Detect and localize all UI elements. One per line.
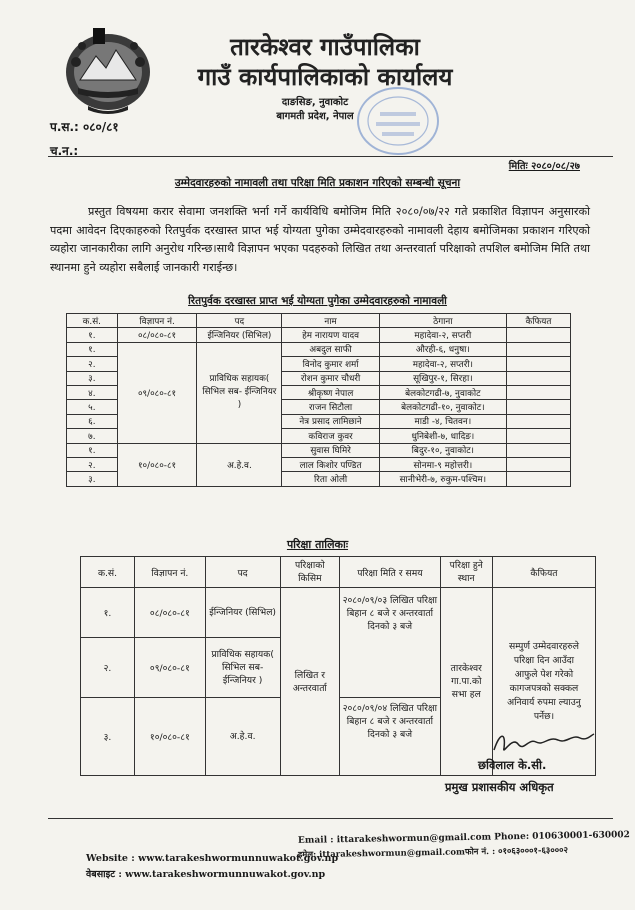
col-schedule: परिक्षा मिति र समय	[340, 557, 441, 588]
signatory-title: प्रमुख प्रशासकीय अधिकृत	[445, 780, 554, 794]
cell-name: लाल किशोर पण्डित	[282, 457, 380, 471]
cell-sn: ७.	[67, 429, 118, 443]
cell-sn: ३.	[67, 371, 118, 385]
col-post: पद	[205, 557, 280, 588]
cell-sn: २.	[67, 357, 118, 371]
cell-venue: तारकेश्वर गा.पा.को सभा हल	[440, 588, 492, 776]
col-venue: परिक्षा हुने स्थान	[440, 557, 492, 588]
cell-exam-type: लिखित र अन्तरवार्ता	[280, 588, 340, 776]
footer-divider	[48, 818, 613, 819]
cell-sn: ३.	[67, 472, 118, 486]
col-name: नाम	[282, 314, 380, 328]
cell-address: माडी -४, चितवन।	[379, 414, 506, 428]
office-stamp-icon	[352, 82, 444, 160]
cell-ad-no: १०/०८०-८१	[117, 443, 197, 486]
col-sn: क.सं.	[67, 314, 118, 328]
cell-schedule-1: २०८०/०९/०३ लिखित परिक्षा बिहान ८ बजे र अन्तरवार्ता दिनको ३ बजे	[340, 588, 441, 698]
table-header-row	[81, 557, 596, 588]
cell-address: बिदुर-१०, नुवाकोट।	[379, 443, 506, 457]
cell-remarks	[506, 385, 570, 399]
table-row	[67, 443, 571, 457]
candidate-list-title: रितपुर्वक दरखास्त प्राप्त भई योग्यता पुगेका उम्मेदवारहरुको नामावली	[188, 295, 447, 307]
cell-address: औरही-६, धनुषा।	[379, 342, 506, 356]
footer-email-np: इमेल: ittarakeshwormun@gmail.comफोन नं. : ०१०६३०००१-६३०००२	[297, 845, 569, 861]
cell-post: अ.हे.व.	[197, 443, 282, 486]
table-header-row	[67, 314, 571, 328]
cell-name: कविराज कुवर	[282, 429, 380, 443]
cell-ad-no: १०/०८०-८१	[135, 698, 206, 776]
header-divider	[48, 156, 613, 157]
col-sn: क.सं.	[81, 557, 135, 588]
footer-website-np: वेबसाइट : www.tarakeshwormunnuwakot.gov.np	[86, 869, 326, 880]
cell-sn: १.	[67, 328, 118, 342]
reference-number: प.स.: ०८०/८१	[50, 120, 119, 134]
office-title: तारकेश्वर गाउँपालिका	[230, 32, 420, 61]
cell-remarks	[506, 371, 570, 385]
cell-address: सूखिपुर-१, सिरहा।	[379, 371, 506, 385]
table-row	[81, 588, 596, 638]
cell-remarks	[506, 429, 570, 443]
cell-address: महादेवा-२, सप्तरी	[379, 328, 506, 342]
notice-body: प्रस्तुत विषयमा करार सेवामा जनशक्ति भर्ना गर्ने कार्यविधि बमोजिम मिति २०८०/०७/२२ गते प्रकाशित विज्ञापन अनुसारको पदमा आवेदन दिएकाहरुको रितपुर्वक दरखास्त प्राप्त भई योग्यता पुगेका उम्मेदवारहरुको नामावली देहाय बमोजिमका प्रकाशन गरिएको व्यहोरा जानकारीका लागि अनुरोध गरिन्छ।साथै विज्ञापन भएका पदहरुको लिखित तथा अन्तरवार्ता परिक्षाको तपशिल बमोजिम मिति तथा स्थानमा हुने व्यहोरा सबैलाई जानकारी गराईन्छ।	[50, 205, 590, 274]
cell-remarks: सम्पुर्ण उम्मेदवारहरुले परिक्षा दिन आउँदा आफुले पेश गरेको कागजपत्रको सक्कल अनिवार्य रुपमा ल्याउनु पर्नेछ।	[492, 588, 595, 776]
cell-post: प्राविधिक सहायक( सिभिल सब- ईन्जिनियर )	[205, 638, 280, 698]
nepal-emblem-icon	[58, 22, 158, 116]
address-line-2: बागमती प्रदेश, नेपाल	[276, 111, 354, 122]
notice-date: मितिः २०८०/०८/२७	[508, 161, 580, 172]
cell-post: अ.हे.व.	[205, 698, 280, 776]
cell-sn: २.	[67, 457, 118, 471]
col-remarks: कैफियत	[506, 314, 570, 328]
cell-address: सानीभेरी-७, रुकुम-पश्चिम।	[379, 472, 506, 486]
cell-remarks	[506, 342, 570, 356]
cell-remarks	[506, 472, 570, 486]
cell-sn: १.	[67, 342, 118, 356]
cell-remarks	[506, 443, 570, 457]
cell-ad-no: ०८/०८०-८१	[135, 588, 206, 638]
cell-sn: २.	[81, 638, 135, 698]
cell-sn: ४.	[67, 385, 118, 399]
signature-icon	[488, 726, 598, 760]
office-subtitle: गाउँ कार्यपालिकाको कार्यालय	[197, 62, 453, 91]
cell-sn: ६.	[67, 414, 118, 428]
col-exam-type: परिक्षाको किसिम	[280, 557, 340, 588]
cell-name: रोशन कुमार चौधरी	[282, 371, 380, 385]
cell-name: सुवास घिमिरे	[282, 443, 380, 457]
cell-sn: ५.	[67, 400, 118, 414]
dispatch-number: च.न.:	[50, 144, 79, 158]
cell-post: ईन्जिनियर (सिभिल)	[205, 588, 280, 638]
cell-remarks	[506, 457, 570, 471]
notice-subject: उम्मेदवारहरुको नामावली तथा परिक्षा मिति प्रकाशन गरिएको सम्बन्धी सूचना	[174, 177, 461, 189]
footer-website-en: Website : www.tarakeshwormunnuwakot.gov.np	[86, 853, 339, 864]
cell-post: प्राविधिक सहायक( सिभिल सब- ईन्जिनियर )	[197, 342, 282, 443]
cell-ad-no: ०८/०८०-८१	[117, 328, 197, 342]
cell-schedule-2: २०८०/०९/०४ लिखित परिक्षा बिहान ८ बजे र अन्तरवार्ता दिनको ३ बजे	[340, 698, 441, 776]
cell-remarks	[506, 357, 570, 371]
col-post: पद	[197, 314, 282, 328]
address-line-1: दाङसिङ, नुवाकोट	[281, 97, 349, 108]
cell-sn: १.	[81, 588, 135, 638]
candidate-table	[66, 313, 571, 487]
cell-sn: ३.	[81, 698, 135, 776]
cell-name: नेत्र प्रसाद लामिछाने	[282, 414, 380, 428]
cell-ad-no: ०९/०८०-८१	[117, 342, 197, 443]
cell-name: श्रीकृष्ण नेपाल	[282, 385, 380, 399]
cell-address: बेलकोटगढी-१०, नुवाकोट।	[379, 400, 506, 414]
cell-name: रिता ओली	[282, 472, 380, 486]
cell-address: महादेवा-२, सप्तरी।	[379, 357, 506, 371]
cell-address: सोनमा-९ महोत्तरी।	[379, 457, 506, 471]
exam-schedule-title: परिक्षा तालिकाः	[286, 538, 349, 551]
cell-remarks	[506, 328, 570, 342]
cell-name: हेम नारायण यादव	[282, 328, 380, 342]
cell-ad-no: ०९/०८०-८१	[135, 638, 206, 698]
cell-name: राजन सिटौला	[282, 400, 380, 414]
cell-address: धुनिबेशी-७, धादिङ।	[379, 429, 506, 443]
cell-post: ईन्जिनियर (सिभिल)	[197, 328, 282, 342]
col-remarks: कैफियत	[492, 557, 595, 588]
cell-sn: १.	[67, 443, 118, 457]
cell-remarks	[506, 400, 570, 414]
col-address: ठेगाना	[379, 314, 506, 328]
table-row	[67, 342, 571, 356]
table-row	[67, 328, 571, 342]
cell-name: विनोद कुमार शर्मा	[282, 357, 380, 371]
col-ad-no: विज्ञापन नं.	[135, 557, 206, 588]
cell-remarks	[506, 414, 570, 428]
cell-name: अबदुल साफी	[282, 342, 380, 356]
footer-email-en: Email : ittarakeshwormun@gmail.com Phone: 010630001-630002	[297, 830, 630, 846]
col-ad-no: विज्ञापन नं.	[117, 314, 197, 328]
signatory-name: छविलाल के.सी.	[478, 758, 547, 772]
cell-address: बेलकोटगढी-७, नुवाकोट	[379, 385, 506, 399]
